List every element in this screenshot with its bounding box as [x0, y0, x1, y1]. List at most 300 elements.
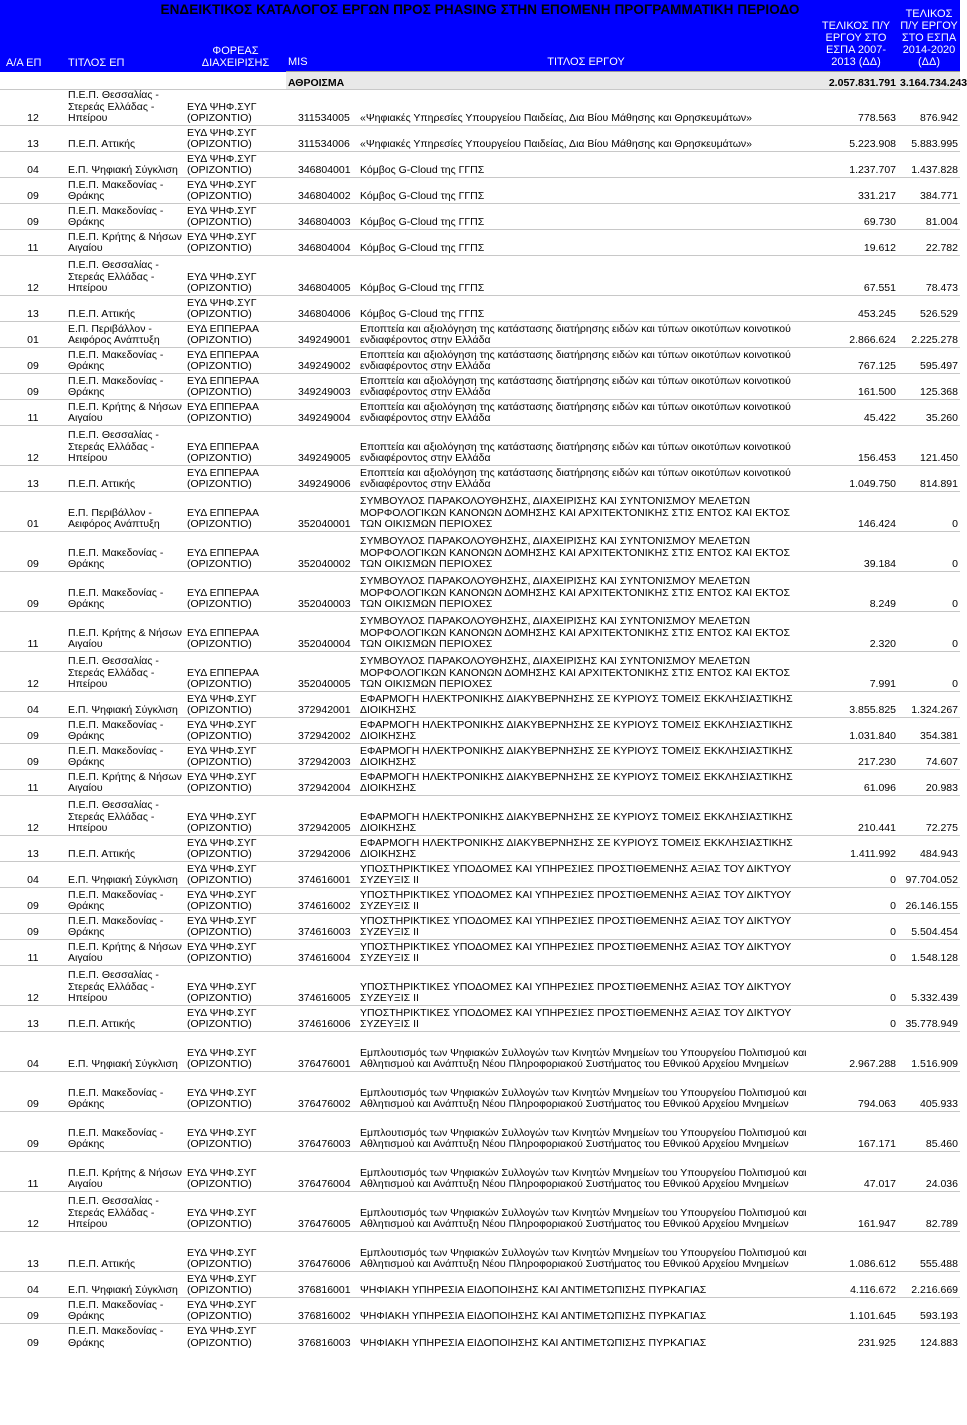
- row-foreas: ΕΥΔ ΨΗΦ.ΣΥΓ (ΟΡΙΖΟΝΤΙΟ): [185, 295, 286, 321]
- row-project-title: ΣΥΜΒΟΥΛΟΣ ΠΑΡΑΚΟΛΟΥΘΗΣΗΣ, ΔΙΑΧΕΙΡΙΣΗΣ ΚΑΙ ΣΥΝΤΟΝΙΣΜΟΥ ΜΕΛΕΤΩΝ ΜΟΡΦΟΛΟΓΙΚΩΝ ΚΑΝΟΝΩΝ ΔΟΜΗΣΗΣ ΚΑΙ ΑΡΧΙΤΕΚΤΟΝΙΚΗΣ ΣΤΙΣ ΕΝΤΟΣ ΚΑΙ ΕΚΤΟΣ ΤΩΝ ΟΙΚΙΣΜΩΝ ΠΕΡΙΟΧΕΣ: [358, 491, 814, 531]
- table-row: [0, 295, 960, 321]
- table-row: [0, 743, 960, 769]
- row-budget-2014: 35.778.949: [898, 1005, 960, 1031]
- row-budget-2007: 794.063: [814, 1071, 898, 1111]
- row-foreas: ΕΥΔ ΨΗΦ.ΣΥΓ (ΟΡΙΖΟΝΤΙΟ): [185, 177, 286, 203]
- row-budget-2014: 814.891: [898, 465, 960, 491]
- row-project-title: Εμπλουτισμός των Ψηφιακών Συλλογών των Κινητών Μνημείων του Υπουργείου Πολιτισμού και Αθλητισμού και Ανάπτυξη Νέου Πληροφοριακού Συστήματος του Εθνικού Αρχείου Μνημείων: [358, 1151, 814, 1191]
- row-mis: 311534006: [286, 125, 358, 151]
- row-aa-ep: 09: [0, 717, 66, 743]
- row-ep-title: Π.Ε.Π. Μακεδονίας - Θράκης: [66, 571, 185, 611]
- table-row: [0, 691, 960, 717]
- row-mis: 376816002: [286, 1297, 358, 1323]
- table-row: [0, 1151, 960, 1191]
- row-ep-title: Π.Ε.Π. Μακεδονίας - Θράκης: [66, 531, 185, 571]
- header-titlos-ergou: ΤΙΤΛΟΣ ΕΡΓΟΥ: [358, 0, 814, 72]
- row-aa-ep: 04: [0, 151, 66, 177]
- row-budget-2007: 161.500: [814, 373, 898, 399]
- row-foreas: ΕΥΔ ΨΗΦ.ΣΥΓ (ΟΡΙΖΟΝΤΙΟ): [185, 229, 286, 255]
- row-mis: 372942006: [286, 835, 358, 861]
- table-row: [0, 1297, 960, 1323]
- row-ep-title: Π.Ε.Π. Μακεδονίας - Θράκης: [66, 347, 185, 373]
- header-aa-ep: Α/Α ΕΠ: [0, 0, 66, 72]
- row-mis: 372942002: [286, 717, 358, 743]
- row-project-title: ΕΦΑΡΜΟΓΗ ΗΛΕΚΤΡΟΝΙΚΗΣ ΔΙΑΚΥΒΕΡΝΗΣΗΣ ΣΕ ΚΥΡΙΟΥΣ ΤΟΜΕΙΣ ΕΚΚΛΗΣΙΑΣΤΙΚΗΣ ΔΙΟΙΚΗΣΗΣ: [358, 795, 814, 835]
- row-budget-2014: 5.504.454: [898, 913, 960, 939]
- row-budget-2007: 8.249: [814, 571, 898, 611]
- row-mis: 346804001: [286, 151, 358, 177]
- row-project-title: ΥΠΟΣΤΗΡΙΚΤΙΚΕΣ ΥΠΟΔΟΜΕΣ ΚΑΙ ΥΠΗΡΕΣΙΕΣ ΠΡΟΣΤΙΘΕΜΕΝΗΣ ΑΞΙΑΣ ΤΟΥ ΔΙΚΤΥΟΥ ΣΥΖΕΥΞΙΣ ΙΙ: [358, 965, 814, 1005]
- row-project-title: «Ψηφιακές Υπηρεσίες Υπουργείου Παιδείας, Δια Βίου Μάθησης και Θρησκευμάτων»: [358, 90, 814, 126]
- row-foreas: ΕΥΔ ΨΗΦ.ΣΥΓ (ΟΡΙΖΟΝΤΙΟ): [185, 965, 286, 1005]
- row-project-title: ΥΠΟΣΤΗΡΙΚΤΙΚΕΣ ΥΠΟΔΟΜΕΣ ΚΑΙ ΥΠΗΡΕΣΙΕΣ ΠΡΟΣΤΙΘΕΜΕΝΗΣ ΑΞΙΑΣ ΤΟΥ ΔΙΚΤΥΟΥ ΣΥΖΕΥΞΙΣ ΙΙ: [358, 1005, 814, 1031]
- table-row: [0, 939, 960, 965]
- row-project-title: Εμπλουτισμός των Ψηφιακών Συλλογών των Κινητών Μνημείων του Υπουργείου Πολιτισμού και Αθλητισμού και Ανάπτυξη Νέου Πληροφοριακού Συστήματος του Εθνικού Αρχείου Μνημείων: [358, 1071, 814, 1111]
- row-budget-2007: 69.730: [814, 203, 898, 229]
- table-row: [0, 1231, 960, 1271]
- row-budget-2007: 217.230: [814, 743, 898, 769]
- row-budget-2007: 156.453: [814, 425, 898, 465]
- row-budget-2014: 0: [898, 651, 960, 691]
- row-project-title: ΣΥΜΒΟΥΛΟΣ ΠΑΡΑΚΟΛΟΥΘΗΣΗΣ, ΔΙΑΧΕΙΡΙΣΗΣ ΚΑΙ ΣΥΝΤΟΝΙΣΜΟΥ ΜΕΛΕΤΩΝ ΜΟΡΦΟΛΟΓΙΚΩΝ ΚΑΝΟΝΩΝ ΔΟΜΗΣΗΣ ΚΑΙ ΑΡΧΙΤΕΚΤΟΝΙΚΗΣ ΣΤΙΣ ΕΝΤΟΣ ΚΑΙ ΕΚΤΟΣ ΤΩΝ ΟΙΚΙΣΜΩΝ ΠΕΡΙΟΧΕΣ: [358, 611, 814, 651]
- row-project-title: ΥΠΟΣΤΗΡΙΚΤΙΚΕΣ ΥΠΟΔΟΜΕΣ ΚΑΙ ΥΠΗΡΕΣΙΕΣ ΠΡΟΣΤΙΘΕΜΕΝΗΣ ΑΞΙΑΣ ΤΟΥ ΔΙΚΤΥΟΥ ΣΥΖΕΥΞΙΣ ΙΙ: [358, 887, 814, 913]
- row-mis: 374616001: [286, 861, 358, 887]
- row-foreas: ΕΥΔ ΨΗΦ.ΣΥΓ (ΟΡΙΖΟΝΤΙΟ): [185, 913, 286, 939]
- table-row: [0, 835, 960, 861]
- row-mis: 346804006: [286, 295, 358, 321]
- row-budget-2007: 0: [814, 965, 898, 1005]
- row-budget-2014: 405.933: [898, 1071, 960, 1111]
- row-budget-2007: 161.947: [814, 1191, 898, 1231]
- table-row: [0, 177, 960, 203]
- table-row: [0, 229, 960, 255]
- row-project-title: Εποπτεία και αξιολόγηση της κατάστασης διατήρησης ειδών και τύπων οικοτύπων κοινοτικού ενδιαφέροντος στην Ελλάδα: [358, 399, 814, 425]
- row-aa-ep: 11: [0, 399, 66, 425]
- table-row: [0, 717, 960, 743]
- table-row: [0, 151, 960, 177]
- row-mis: 346804003: [286, 203, 358, 229]
- row-aa-ep: 12: [0, 1191, 66, 1231]
- row-mis: 374616004: [286, 939, 358, 965]
- row-ep-title: Π.Ε.Π. Μακεδονίας - Θράκης: [66, 1111, 185, 1151]
- header-foreas: ΦΟΡΕΑΣ ΔΙΑΧΕΙΡΙΣΗΣ: [185, 0, 286, 72]
- row-ep-title: Π.Ε.Π. Μακεδονίας - Θράκης: [66, 717, 185, 743]
- row-budget-2007: 1.101.645: [814, 1297, 898, 1323]
- summary-row: [0, 72, 960, 90]
- row-project-title: «Ψηφιακές Υπηρεσίες Υπουργείου Παιδείας, Δια Βίου Μάθησης και Θρησκευμάτων»: [358, 125, 814, 151]
- row-project-title: Κόμβος G-Cloud της ΓΓΠΣ: [358, 177, 814, 203]
- row-project-title: Εμπλουτισμός των Ψηφιακών Συλλογών των Κινητών Μνημείων του Υπουργείου Πολιτισμού και Αθλητισμού και Ανάπτυξη Νέου Πληροφοριακού Συστήματος του Εθνικού Αρχείου Μνημείων: [358, 1031, 814, 1071]
- row-mis: 352040004: [286, 611, 358, 651]
- row-project-title: Κόμβος G-Cloud της ΓΓΠΣ: [358, 151, 814, 177]
- row-mis: 352040001: [286, 491, 358, 531]
- row-mis: 376816003: [286, 1323, 358, 1349]
- row-project-title: ΨΗΦΙΑΚΗ ΥΠΗΡΕΣΙΑ ΕΙΔΟΠΟΙΗΣΗΣ ΚΑΙ ΑΝΤΙΜΕΤΩΠΙΣΗΣ ΠΥΡΚΑΓΙΑΣ: [358, 1271, 814, 1297]
- row-ep-title: Π.Ε.Π. Μακεδονίας - Θράκης: [66, 203, 185, 229]
- row-ep-title: Π.Ε.Π. Μακεδονίας - Θράκης: [66, 887, 185, 913]
- row-foreas: ΕΥΔ ΨΗΦ.ΣΥΓ (ΟΡΙΖΟΝΤΙΟ): [185, 743, 286, 769]
- row-budget-2007: 0: [814, 1005, 898, 1031]
- row-project-title: Εποπτεία και αξιολόγηση της κατάστασης διατήρησης ειδών και τύπων οικοτύπων κοινοτικού ενδιαφέροντος στην Ελλάδα: [358, 321, 814, 347]
- row-foreas: ΕΥΔ ΕΠΠΕΡΑΑ (ΟΡΙΖΟΝΤΙΟ): [185, 373, 286, 399]
- row-ep-title: Π.Ε.Π. Κρήτης & Νήσων Αιγαίου: [66, 229, 185, 255]
- row-aa-ep: 09: [0, 203, 66, 229]
- row-budget-2014: 555.488: [898, 1231, 960, 1271]
- row-aa-ep: 11: [0, 229, 66, 255]
- row-ep-title: Π.Ε.Π. Αττικής: [66, 125, 185, 151]
- row-budget-2007: 167.171: [814, 1111, 898, 1151]
- row-ep-title: Π.Ε.Π. Μακεδονίας - Θράκης: [66, 913, 185, 939]
- header-teliko-2007: ΤΕΛΙΚΟΣ Π/Υ ΕΡΓΟΥ ΣΤΟ ΕΣΠΑ 2007-2013 (ΔΔ): [814, 0, 898, 72]
- row-project-title: Εποπτεία και αξιολόγηση της κατάστασης διατήρησης ειδών και τύπων οικοτύπων κοινοτικού ενδιαφέροντος στην Ελλάδα: [358, 425, 814, 465]
- table-row: [0, 1271, 960, 1297]
- row-budget-2014: 0: [898, 611, 960, 651]
- table-row: [0, 399, 960, 425]
- header-mis: MIS: [286, 0, 358, 72]
- row-aa-ep: 13: [0, 125, 66, 151]
- row-budget-2007: 2.967.288: [814, 1031, 898, 1071]
- row-aa-ep: 09: [0, 531, 66, 571]
- row-budget-2014: 24.036: [898, 1151, 960, 1191]
- row-mis: 346804002: [286, 177, 358, 203]
- row-ep-title: Π.Ε.Π. Θεσσαλίας - Στερεάς Ελλάδας - Ηπείρου: [66, 1191, 185, 1231]
- row-foreas: ΕΥΔ ΨΗΦ.ΣΥΓ (ΟΡΙΖΟΝΤΙΟ): [185, 835, 286, 861]
- row-mis: 374616003: [286, 913, 358, 939]
- row-mis: 311534005: [286, 90, 358, 126]
- document-title: ΕΝΔΕΙΚΤΙΚΟΣ ΚΑΤΑΛΟΓΟΣ ΕΡΓΩΝ ΠΡΟΣ PHASING ΣΤΗΝ ΕΠΟΜΕΝΗ ΠΡΟΓΡΑΜΜΑΤΙΚΗ ΠΕΡΙΟΔΟ: [160, 2, 800, 17]
- row-budget-2014: 0: [898, 571, 960, 611]
- row-aa-ep: 13: [0, 1231, 66, 1271]
- row-project-title: ΕΦΑΡΜΟΓΗ ΗΛΕΚΤΡΟΝΙΚΗΣ ΔΙΑΚΥΒΕΡΝΗΣΗΣ ΣΕ ΚΥΡΙΟΥΣ ΤΟΜΕΙΣ ΕΚΚΛΗΣΙΑΣΤΙΚΗΣ ΔΙΟΙΚΗΣΗΣ: [358, 835, 814, 861]
- row-budget-2014: 1.437.828: [898, 151, 960, 177]
- row-project-title: ΥΠΟΣΤΗΡΙΚΤΙΚΕΣ ΥΠΟΔΟΜΕΣ ΚΑΙ ΥΠΗΡΕΣΙΕΣ ΠΡΟΣΤΙΘΕΜΕΝΗΣ ΑΞΙΑΣ ΤΟΥ ΔΙΚΤΥΟΥ ΣΥΖΕΥΞΙΣ ΙΙ: [358, 861, 814, 887]
- table-row: [0, 795, 960, 835]
- row-aa-ep: 09: [0, 1111, 66, 1151]
- row-foreas: ΕΥΔ ΕΠΠΕΡΑΑ (ΟΡΙΖΟΝΤΙΟ): [185, 399, 286, 425]
- row-ep-title: Π.Ε.Π. Μακεδονίας - Θράκης: [66, 177, 185, 203]
- table-row: [0, 347, 960, 373]
- row-foreas: ΕΥΔ ΕΠΠΕΡΑΑ (ΟΡΙΖΟΝΤΙΟ): [185, 491, 286, 531]
- row-project-title: Εμπλουτισμός των Ψηφιακών Συλλογών των Κινητών Μνημείων του Υπουργείου Πολιτισμού και Αθλητισμού και Ανάπτυξη Νέου Πληροφοριακού Συστήματος του Εθνικού Αρχείου Μνημείων: [358, 1111, 814, 1151]
- row-mis: 376816001: [286, 1271, 358, 1297]
- row-budget-2014: 78.473: [898, 255, 960, 295]
- row-budget-2014: 0: [898, 531, 960, 571]
- table-row: [0, 611, 960, 651]
- row-ep-title: Π.Ε.Π. Κρήτης & Νήσων Αιγαίου: [66, 1151, 185, 1191]
- row-budget-2007: 1.031.840: [814, 717, 898, 743]
- row-budget-2014: 72.275: [898, 795, 960, 835]
- row-project-title: Κόμβος G-Cloud της ΓΓΠΣ: [358, 229, 814, 255]
- row-foreas: ΕΥΔ ΨΗΦ.ΣΥΓ (ΟΡΙΖΟΝΤΙΟ): [185, 717, 286, 743]
- row-foreas: ΕΥΔ ΨΗΦ.ΣΥΓ (ΟΡΙΖΟΝΤΙΟ): [185, 90, 286, 126]
- row-budget-2014: 125.368: [898, 373, 960, 399]
- row-aa-ep: 04: [0, 691, 66, 717]
- row-aa-ep: 13: [0, 1005, 66, 1031]
- row-mis: 376476005: [286, 1191, 358, 1231]
- row-ep-title: Π.Ε.Π. Κρήτης & Νήσων Αιγαίου: [66, 769, 185, 795]
- row-project-title: ΕΦΑΡΜΟΓΗ ΗΛΕΚΤΡΟΝΙΚΗΣ ΔΙΑΚΥΒΕΡΝΗΣΗΣ ΣΕ ΚΥΡΙΟΥΣ ΤΟΜΕΙΣ ΕΚΚΛΗΣΙΑΣΤΙΚΗΣ ΔΙΟΙΚΗΣΗΣ: [358, 769, 814, 795]
- row-ep-title: Π.Ε.Π. Αττικής: [66, 1005, 185, 1031]
- row-ep-title: Π.Ε.Π. Κρήτης & Νήσων Αιγαίου: [66, 939, 185, 965]
- row-foreas: ΕΥΔ ΨΗΦ.ΣΥΓ (ΟΡΙΖΟΝΤΙΟ): [185, 255, 286, 295]
- row-budget-2014: 384.771: [898, 177, 960, 203]
- row-foreas: ΕΥΔ ΕΠΠΕΡΑΑ (ΟΡΙΖΟΝΤΙΟ): [185, 347, 286, 373]
- row-aa-ep: 09: [0, 1297, 66, 1323]
- row-ep-title: Π.Ε.Π. Θεσσαλίας - Στερεάς Ελλάδας - Ηπείρου: [66, 795, 185, 835]
- row-foreas: ΕΥΔ ΨΗΦ.ΣΥΓ (ΟΡΙΖΟΝΤΙΟ): [185, 1031, 286, 1071]
- row-ep-title: Π.Ε.Π. Μακεδονίας - Θράκης: [66, 1071, 185, 1111]
- row-budget-2014: 97.704.052: [898, 861, 960, 887]
- table-row: [0, 203, 960, 229]
- table-row: [0, 425, 960, 465]
- row-budget-2014: 876.942: [898, 90, 960, 126]
- table-row: [0, 1071, 960, 1111]
- row-project-title: Κόμβος G-Cloud της ΓΓΠΣ: [358, 295, 814, 321]
- row-project-title: ΣΥΜΒΟΥΛΟΣ ΠΑΡΑΚΟΛΟΥΘΗΣΗΣ, ΔΙΑΧΕΙΡΙΣΗΣ ΚΑΙ ΣΥΝΤΟΝΙΣΜΟΥ ΜΕΛΕΤΩΝ ΜΟΡΦΟΛΟΓΙΚΩΝ ΚΑΝΟΝΩΝ ΔΟΜΗΣΗΣ ΚΑΙ ΑΡΧΙΤΕΚΤΟΝΙΚΗΣ ΣΤΙΣ ΕΝΤΟΣ ΚΑΙ ΕΚΤΟΣ ΤΩΝ ΟΙΚΙΣΜΩΝ ΠΕΡΙΟΧΕΣ: [358, 651, 814, 691]
- row-project-title: Εποπτεία και αξιολόγηση της κατάστασης διατήρησης ειδών και τύπων οικοτύπων κοινοτικού ενδιαφέροντος στην Ελλάδα: [358, 373, 814, 399]
- row-aa-ep: 12: [0, 965, 66, 1005]
- row-foreas: ΕΥΔ ΨΗΦ.ΣΥΓ (ΟΡΙΖΟΝΤΙΟ): [185, 1323, 286, 1349]
- row-budget-2007: 767.125: [814, 347, 898, 373]
- table-row: [0, 913, 960, 939]
- row-project-title: ΥΠΟΣΤΗΡΙΚΤΙΚΕΣ ΥΠΟΔΟΜΕΣ ΚΑΙ ΥΠΗΡΕΣΙΕΣ ΠΡΟΣΤΙΘΕΜΕΝΗΣ ΑΞΙΑΣ ΤΟΥ ΔΙΚΤΥΟΥ ΣΥΖΕΥΞΙΣ ΙΙ: [358, 913, 814, 939]
- row-aa-ep: 09: [0, 373, 66, 399]
- table-row: [0, 1005, 960, 1031]
- row-budget-2014: 354.381: [898, 717, 960, 743]
- row-aa-ep: 13: [0, 295, 66, 321]
- row-project-title: ΕΦΑΡΜΟΓΗ ΗΛΕΚΤΡΟΝΙΚΗΣ ΔΙΑΚΥΒΕΡΝΗΣΗΣ ΣΕ ΚΥΡΙΟΥΣ ΤΟΜΕΙΣ ΕΚΚΛΗΣΙΑΣΤΙΚΗΣ ΔΙΟΙΚΗΣΗΣ: [358, 691, 814, 717]
- row-foreas: ΕΥΔ ΨΗΦ.ΣΥΓ (ΟΡΙΖΟΝΤΙΟ): [185, 1111, 286, 1151]
- row-mis: 374616005: [286, 965, 358, 1005]
- row-budget-2007: 210.441: [814, 795, 898, 835]
- row-aa-ep: 13: [0, 465, 66, 491]
- row-mis: 346804005: [286, 255, 358, 295]
- row-ep-title: Π.Ε.Π. Θεσσαλίας - Στερεάς Ελλάδας - Ηπείρου: [66, 965, 185, 1005]
- summary-total-2007: 2.057.831.791: [814, 72, 898, 90]
- row-mis: 372942004: [286, 769, 358, 795]
- row-budget-2007: 0: [814, 939, 898, 965]
- row-budget-2007: 231.925: [814, 1323, 898, 1349]
- row-foreas: ΕΥΔ ΕΠΠΕΡΑΑ (ΟΡΙΖΟΝΤΙΟ): [185, 611, 286, 651]
- row-foreas: ΕΥΔ ΕΠΠΕΡΑΑ (ΟΡΙΖΟΝΤΙΟ): [185, 425, 286, 465]
- row-budget-2007: 39.184: [814, 531, 898, 571]
- row-mis: 349249004: [286, 399, 358, 425]
- row-aa-ep: 11: [0, 769, 66, 795]
- row-ep-title: Π.Ε.Π. Αττικής: [66, 835, 185, 861]
- row-ep-title: Π.Ε.Π. Αττικής: [66, 1231, 185, 1271]
- row-budget-2007: 3.855.825: [814, 691, 898, 717]
- row-aa-ep: 11: [0, 611, 66, 651]
- row-mis: 372942001: [286, 691, 358, 717]
- row-budget-2014: 1.516.909: [898, 1031, 960, 1071]
- row-budget-2007: 1.411.992: [814, 835, 898, 861]
- row-budget-2014: 2.216.669: [898, 1271, 960, 1297]
- row-budget-2007: 1.086.612: [814, 1231, 898, 1271]
- row-budget-2014: 0: [898, 491, 960, 531]
- row-foreas: ΕΥΔ ΨΗΦ.ΣΥΓ (ΟΡΙΖΟΝΤΙΟ): [185, 1005, 286, 1031]
- table-row: [0, 373, 960, 399]
- row-ep-title: Π.Ε.Π. Μακεδονίας - Θράκης: [66, 743, 185, 769]
- row-budget-2007: 2.866.624: [814, 321, 898, 347]
- row-mis: 374616002: [286, 887, 358, 913]
- row-ep-title: Π.Ε.Π. Μακεδονίας - Θράκης: [66, 1323, 185, 1349]
- table-row: [0, 571, 960, 611]
- row-aa-ep: 09: [0, 1071, 66, 1111]
- table-row: [0, 491, 960, 531]
- table-row: [0, 531, 960, 571]
- table-row: [0, 90, 960, 126]
- row-aa-ep: 09: [0, 913, 66, 939]
- row-aa-ep: 12: [0, 795, 66, 835]
- row-aa-ep: 01: [0, 491, 66, 531]
- row-mis: 349249002: [286, 347, 358, 373]
- row-budget-2014: 121.450: [898, 425, 960, 465]
- row-foreas: ΕΥΔ ΨΗΦ.ΣΥΓ (ΟΡΙΖΟΝΤΙΟ): [185, 1191, 286, 1231]
- row-ep-title: Π.Ε.Π. Μακεδονίας - Θράκης: [66, 1297, 185, 1323]
- row-foreas: ΕΥΔ ΨΗΦ.ΣΥΓ (ΟΡΙΖΟΝΤΙΟ): [185, 1071, 286, 1111]
- row-project-title: ΣΥΜΒΟΥΛΟΣ ΠΑΡΑΚΟΛΟΥΘΗΣΗΣ, ΔΙΑΧΕΙΡΙΣΗΣ ΚΑΙ ΣΥΝΤΟΝΙΣΜΟΥ ΜΕΛΕΤΩΝ ΜΟΡΦΟΛΟΓΙΚΩΝ ΚΑΝΟΝΩΝ ΔΟΜΗΣΗΣ ΚΑΙ ΑΡΧΙΤΕΚΤΟΝΙΚΗΣ ΣΤΙΣ ΕΝΤΟΣ ΚΑΙ ΕΚΤΟΣ ΤΩΝ ΟΙΚΙΣΜΩΝ ΠΕΡΙΟΧΕΣ: [358, 571, 814, 611]
- row-mis: 349249005: [286, 425, 358, 465]
- row-foreas: ΕΥΔ ΨΗΦ.ΣΥΓ (ΟΡΙΖΟΝΤΙΟ): [185, 1231, 286, 1271]
- table-row: [0, 465, 960, 491]
- row-aa-ep: 09: [0, 1323, 66, 1349]
- row-budget-2014: 20.983: [898, 769, 960, 795]
- row-project-title: ΣΥΜΒΟΥΛΟΣ ΠΑΡΑΚΟΛΟΥΘΗΣΗΣ, ΔΙΑΧΕΙΡΙΣΗΣ ΚΑΙ ΣΥΝΤΟΝΙΣΜΟΥ ΜΕΛΕΤΩΝ ΜΟΡΦΟΛΟΓΙΚΩΝ ΚΑΝΟΝΩΝ ΔΟΜΗΣΗΣ ΚΑΙ ΑΡΧΙΤΕΚΤΟΝΙΚΗΣ ΣΤΙΣ ΕΝΤΟΣ ΚΑΙ ΕΚΤΟΣ ΤΩΝ ΟΙΚΙΣΜΩΝ ΠΕΡΙΟΧΕΣ: [358, 531, 814, 571]
- row-mis: 372942003: [286, 743, 358, 769]
- row-budget-2007: 67.551: [814, 255, 898, 295]
- row-budget-2007: 0: [814, 913, 898, 939]
- row-mis: 349249006: [286, 465, 358, 491]
- row-budget-2014: 484.943: [898, 835, 960, 861]
- table-row: [0, 1031, 960, 1071]
- row-project-title: ΥΠΟΣΤΗΡΙΚΤΙΚΕΣ ΥΠΟΔΟΜΕΣ ΚΑΙ ΥΠΗΡΕΣΙΕΣ ΠΡΟΣΤΙΘΕΜΕΝΗΣ ΑΞΙΑΣ ΤΟΥ ΔΙΚΤΥΟΥ ΣΥΖΕΥΞΙΣ ΙΙ: [358, 939, 814, 965]
- row-project-title: Κόμβος G-Cloud της ΓΓΠΣ: [358, 203, 814, 229]
- row-ep-title: Π.Ε.Π. Θεσσαλίας - Στερεάς Ελλάδας - Ηπείρου: [66, 425, 185, 465]
- row-aa-ep: 11: [0, 1151, 66, 1191]
- row-foreas: ΕΥΔ ΨΗΦ.ΣΥΓ (ΟΡΙΖΟΝΤΙΟ): [185, 125, 286, 151]
- row-budget-2014: 85.460: [898, 1111, 960, 1151]
- row-budget-2014: 1.548.128: [898, 939, 960, 965]
- row-budget-2007: 4.116.672: [814, 1271, 898, 1297]
- row-foreas: ΕΥΔ ΕΠΠΕΡΑΑ (ΟΡΙΖΟΝΤΙΟ): [185, 321, 286, 347]
- row-mis: 372942005: [286, 795, 358, 835]
- row-budget-2007: 1.049.750: [814, 465, 898, 491]
- row-budget-2007: 19.612: [814, 229, 898, 255]
- row-ep-title: Π.Ε.Π. Θεσσαλίας - Στερεάς Ελλάδας - Ηπείρου: [66, 90, 185, 126]
- row-budget-2014: 526.529: [898, 295, 960, 321]
- row-ep-title: Ε.Π. Ψηφιακή Σύγκλιση: [66, 1271, 185, 1297]
- row-ep-title: Π.Ε.Π. Κρήτης & Νήσων Αιγαίου: [66, 611, 185, 651]
- row-ep-title: Π.Ε.Π. Θεσσαλίας - Στερεάς Ελλάδας - Ηπείρου: [66, 255, 185, 295]
- row-aa-ep: 09: [0, 571, 66, 611]
- table-row: [0, 1323, 960, 1349]
- row-budget-2014: 5.332.439: [898, 965, 960, 1005]
- row-aa-ep: 09: [0, 177, 66, 203]
- table-row: [0, 887, 960, 913]
- row-ep-title: Ε.Π. Ψηφιακή Σύγκλιση: [66, 691, 185, 717]
- row-project-title: Εμπλουτισμός των Ψηφιακών Συλλογών των Κινητών Μνημείων του Υπουργείου Πολιτισμού και Αθλητισμού και Ανάπτυξη Νέου Πληροφοριακού Συστήματος του Εθνικού Αρχείου Μνημείων: [358, 1231, 814, 1271]
- row-ep-title: Ε.Π. Ψηφιακή Σύγκλιση: [66, 151, 185, 177]
- row-mis: 376476006: [286, 1231, 358, 1271]
- row-foreas: ΕΥΔ ΨΗΦ.ΣΥΓ (ΟΡΙΖΟΝΤΙΟ): [185, 203, 286, 229]
- row-foreas: ΕΥΔ ΨΗΦ.ΣΥΓ (ΟΡΙΖΟΝΤΙΟ): [185, 151, 286, 177]
- row-budget-2007: 0: [814, 887, 898, 913]
- row-mis: 376476004: [286, 1151, 358, 1191]
- row-project-title: ΕΦΑΡΜΟΓΗ ΗΛΕΚΤΡΟΝΙΚΗΣ ΔΙΑΚΥΒΕΡΝΗΣΗΣ ΣΕ ΚΥΡΙΟΥΣ ΤΟΜΕΙΣ ΕΚΚΛΗΣΙΑΣΤΙΚΗΣ ΔΙΟΙΚΗΣΗΣ: [358, 717, 814, 743]
- row-project-title: ΕΦΑΡΜΟΓΗ ΗΛΕΚΤΡΟΝΙΚΗΣ ΔΙΑΚΥΒΕΡΝΗΣΗΣ ΣΕ ΚΥΡΙΟΥΣ ΤΟΜΕΙΣ ΕΚΚΛΗΣΙΑΣΤΙΚΗΣ ΔΙΟΙΚΗΣΗΣ: [358, 743, 814, 769]
- row-ep-title: Ε.Π. Περιβάλλον - Αειφόρος Ανάπτυξη: [66, 321, 185, 347]
- row-mis: 374616006: [286, 1005, 358, 1031]
- row-aa-ep: 09: [0, 743, 66, 769]
- header-titlos-ep: ΤΙΤΛΟΣ ΕΠ: [66, 0, 185, 72]
- row-budget-2007: 47.017: [814, 1151, 898, 1191]
- row-budget-2007: 778.563: [814, 90, 898, 126]
- table-row: [0, 769, 960, 795]
- row-project-title: ΨΗΦΙΑΚΗ ΥΠΗΡΕΣΙΑ ΕΙΔΟΠΟΙΗΣΗΣ ΚΑΙ ΑΝΤΙΜΕΤΩΠΙΣΗΣ ΠΥΡΚΑΓΙΑΣ: [358, 1297, 814, 1323]
- table-row: [0, 255, 960, 295]
- row-budget-2014: 593.193: [898, 1297, 960, 1323]
- row-budget-2014: 5.883.995: [898, 125, 960, 151]
- row-aa-ep: 09: [0, 887, 66, 913]
- table-body: [0, 72, 967, 1350]
- row-foreas: ΕΥΔ ΕΠΠΕΡΑΑ (ΟΡΙΖΟΝΤΙΟ): [185, 651, 286, 691]
- table-row: [0, 861, 960, 887]
- row-budget-2014: 82.789: [898, 1191, 960, 1231]
- row-budget-2014: 595.497: [898, 347, 960, 373]
- row-foreas: ΕΥΔ ΨΗΦ.ΣΥΓ (ΟΡΙΖΟΝΤΙΟ): [185, 1297, 286, 1323]
- row-aa-ep: 01: [0, 321, 66, 347]
- row-budget-2014: 35.260: [898, 399, 960, 425]
- row-foreas: ΕΥΔ ΕΠΠΕΡΑΑ (ΟΡΙΖΟΝΤΙΟ): [185, 571, 286, 611]
- row-mis: 376476003: [286, 1111, 358, 1151]
- row-foreas: ΕΥΔ ΨΗΦ.ΣΥΓ (ΟΡΙΖΟΝΤΙΟ): [185, 1151, 286, 1191]
- row-budget-2007: 1.237.707: [814, 151, 898, 177]
- row-aa-ep: 12: [0, 90, 66, 126]
- row-ep-title: Π.Ε.Π. Κρήτης & Νήσων Αιγαίου: [66, 399, 185, 425]
- row-mis: 349249001: [286, 321, 358, 347]
- row-budget-2014: 22.782: [898, 229, 960, 255]
- row-aa-ep: 12: [0, 651, 66, 691]
- row-budget-2014: 1.324.267: [898, 691, 960, 717]
- row-project-title: Εμπλουτισμός των Ψηφιακών Συλλογών των Κινητών Μνημείων του Υπουργείου Πολιτισμού και Αθλητισμού και Ανάπτυξη Νέου Πληροφοριακού Συστήματος του Εθνικού Αρχείου Μνημείων: [358, 1191, 814, 1231]
- row-budget-2014: 2.225.278: [898, 321, 960, 347]
- summary-total-2014: 3.164.734.243: [898, 72, 960, 90]
- row-foreas: ΕΥΔ ΨΗΦ.ΣΥΓ (ΟΡΙΖΟΝΤΙΟ): [185, 769, 286, 795]
- row-aa-ep: 11: [0, 939, 66, 965]
- table-row: [0, 1191, 960, 1231]
- row-foreas: ΕΥΔ ΨΗΦ.ΣΥΓ (ΟΡΙΖΟΝΤΙΟ): [185, 795, 286, 835]
- row-aa-ep: 12: [0, 425, 66, 465]
- row-budget-2014: 74.607: [898, 743, 960, 769]
- table-row: [0, 1111, 960, 1151]
- row-budget-2007: 45.422: [814, 399, 898, 425]
- row-aa-ep: 04: [0, 1031, 66, 1071]
- row-project-title: Εποπτεία και αξιολόγηση της κατάστασης διατήρησης ειδών και τύπων οικοτύπων κοινοτικού ενδιαφέροντος στην Ελλάδα: [358, 465, 814, 491]
- header-teliko-2014: ΤΕΛΙΚΟΣ Π/Υ ΕΡΓΟΥ ΣΤΟ ΕΣΠΑ 2014-2020 (ΔΔ): [898, 0, 960, 72]
- table-row: [0, 965, 960, 1005]
- row-mis: 376476002: [286, 1071, 358, 1111]
- row-budget-2007: 5.223.908: [814, 125, 898, 151]
- row-aa-ep: 13: [0, 835, 66, 861]
- row-mis: 352040002: [286, 531, 358, 571]
- row-foreas: ΕΥΔ ΨΗΦ.ΣΥΓ (ΟΡΙΖΟΝΤΙΟ): [185, 887, 286, 913]
- row-budget-2014: 124.883: [898, 1323, 960, 1349]
- row-ep-title: Ε.Π. Περιβάλλον - Αειφόρος Ανάπτυξη: [66, 491, 185, 531]
- row-mis: 352040005: [286, 651, 358, 691]
- row-ep-title: Π.Ε.Π. Μακεδονίας - Θράκης: [66, 373, 185, 399]
- table-row: [0, 125, 960, 151]
- row-budget-2014: 26.146.155: [898, 887, 960, 913]
